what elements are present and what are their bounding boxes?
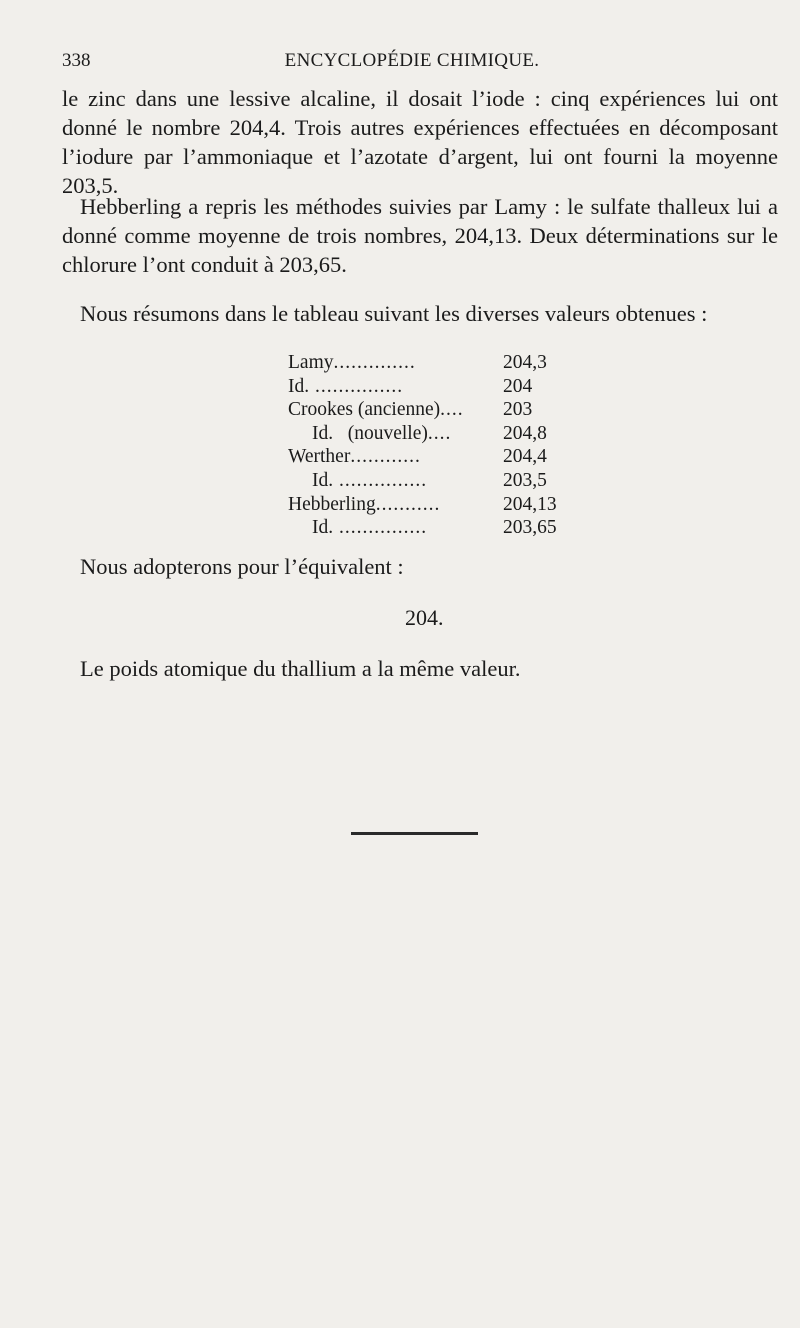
leader-dots: ............... [333,517,428,539]
row-value: 203 [503,399,533,421]
table-row [288,422,588,446]
table-row [288,516,588,540]
table-row [288,398,588,422]
equivalent-value: 204. [405,605,444,630]
row-value: 204,3 [503,352,547,373]
paragraph-1: le zinc dans une lessive alcaline, il dosait l’iode : cinq expériences lui ont donné le nombre 204,4. Trois autres expériences effectuées en décomposant l’iodure par l’ammoniaque et l’azotate d’argent, lui ont fourni la moyenne 203,5. [62,86,778,198]
leader-dots: ............... [309,375,404,397]
row-label: Id. [288,375,310,397]
row-label: Lamy [288,352,334,373]
paragraph-5: Le poids atomique du thallium a la même valeur. [80,656,521,681]
row-label: Id. (nouvelle) [312,422,428,444]
row-label: Id. [312,469,334,491]
row-value: 203,65 [503,517,557,539]
leader-dots: .............. [333,352,416,373]
table-row [288,493,588,517]
paragraph-4: Nous adopterons pour l’équivalent : [80,554,404,579]
page-number: 338 [62,50,91,71]
leader-dots: .... [440,399,464,421]
paragraph-2: Hebberling a repris les méthodes suivies par Lamy : le sulfate thalleux lui a donné comme moyenne de trois nombres, 204,13. Deux déterminations sur le chlorure l’ont conduit à 203,65. [62,194,778,277]
table-row [288,375,588,399]
row-value: 203,5 [503,469,547,491]
running-title: ENCYCLOPÉDIE CHIMIQUE. [284,50,540,71]
row-value: 204 [503,375,533,397]
table-row [288,351,588,375]
paragraph-3: Nous résumons dans le tableau suivant les diverses valeurs obtenues : [80,301,708,326]
page-header [62,50,762,78]
leader-dots: ............... [333,469,428,491]
row-value: 204,4 [503,446,547,468]
section-end-rule [351,832,478,835]
row-label: Hebberling [288,493,376,515]
table-row [288,469,588,493]
row-label: Id. [312,517,334,539]
values-table [288,351,588,540]
leader-dots: ............ [350,446,421,468]
leader-dots: ........... [375,493,441,515]
row-label: Crookes (ancienne) [288,399,441,421]
row-value: 204,8 [503,422,547,444]
row-value: 204,13 [503,493,557,515]
row-label: Werther [288,446,351,468]
table-row [288,445,588,469]
leader-dots: .... [427,422,452,444]
